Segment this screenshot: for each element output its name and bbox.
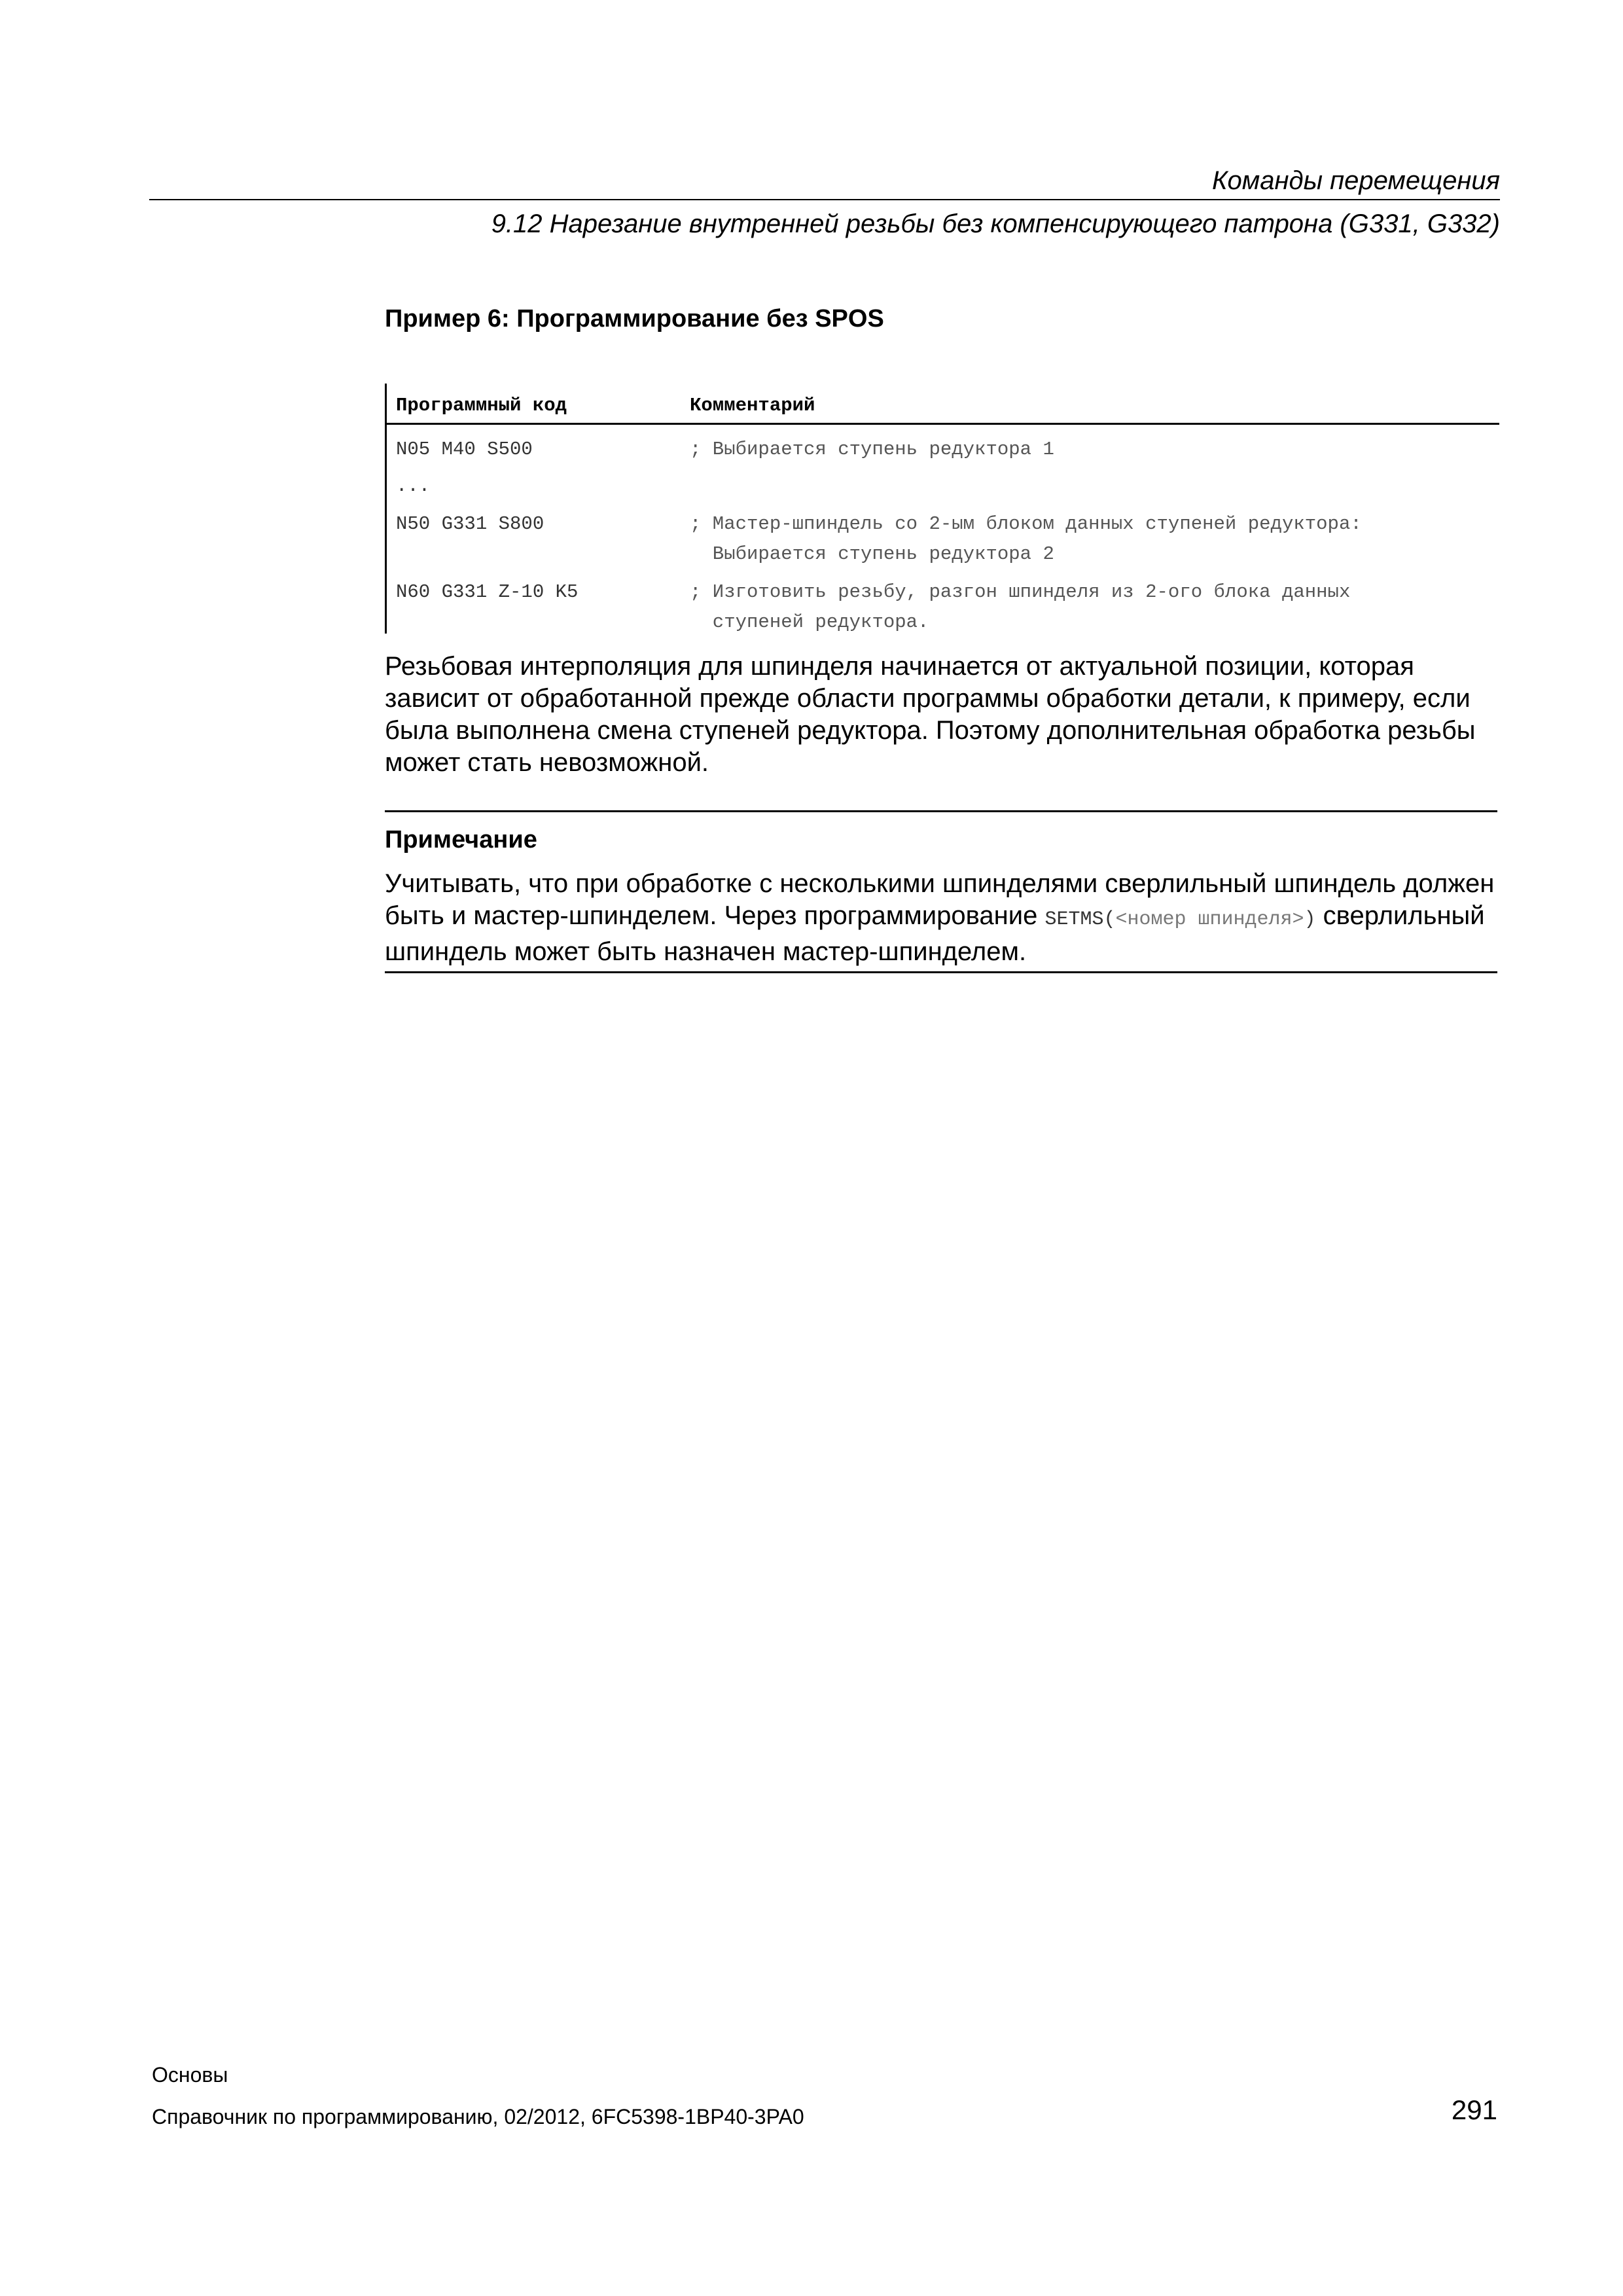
comment-cell: ; Выбирается ступень редуктора 1: [690, 439, 1054, 460]
footer-manual-info: Справочник по программированию, 02/2012, 6FC5398-1BP40-3PA0: [152, 2105, 804, 2128]
note-rule-bottom: [385, 971, 1497, 973]
running-header-section: 9.12 Нарезание внутренней резьбы без компенсирующего патрона (G331, G332): [491, 209, 1500, 238]
comment-cell: ; Мастер-шпиндель со 2-ым блоком данных ступеней редуктора: Выбирается ступень редуктора 2: [690, 513, 1362, 565]
footer-book-title: Основы: [152, 2063, 228, 2087]
note-rule-top: [385, 810, 1497, 812]
running-header-chapter: Команды перемещения: [1211, 166, 1500, 195]
comment-cell: ; Изготовить резьбу, разгон шпинделя из 2-ого блока данных ступеней редуктора.: [690, 581, 1351, 633]
note-code-param: <номер шпинделя>: [1115, 908, 1304, 931]
code-cell: N50 G331 S800: [396, 513, 544, 535]
code-cell: N05 M40 S500: [396, 439, 533, 460]
note-text-before: Учитывать, что при обработке с несколькими шпинделями сверлильный шпиндель должен быть и мастер-шпинделем. Через программирование: [385, 869, 1495, 930]
note-text-after: сверлильный шпиндель может быть назначен мастер-шпинделем.: [385, 901, 1485, 966]
code-table-header: [387, 391, 1499, 425]
header-comment: Комментарий: [690, 395, 815, 416]
note-text: [385, 868, 1504, 968]
page-number: 291: [1451, 2094, 1497, 2125]
header-rule: [149, 199, 1500, 200]
note-code-setms: SETMS(: [1044, 908, 1116, 931]
example-title: Пример 6: Программирование без SPOS: [385, 305, 884, 332]
code-table: [385, 384, 1499, 634]
code-cell: N60 G331 Z-10 K5: [396, 581, 579, 603]
body-paragraph: Резьбовая интерполяция для шпинделя начинается от актуальной позиции, которая зависит от обработанной прежде области программы обработки детали, к примеру, если была выполнена смена ступеней редуктора. Поэтому дополнительная обработка резьбы может стать невозможной.: [385, 652, 1476, 777]
note-code-close: ): [1304, 908, 1316, 931]
note-title: Примечание: [385, 826, 537, 853]
code-cell: ...: [396, 475, 431, 497]
header-code: Программный код: [396, 395, 567, 416]
